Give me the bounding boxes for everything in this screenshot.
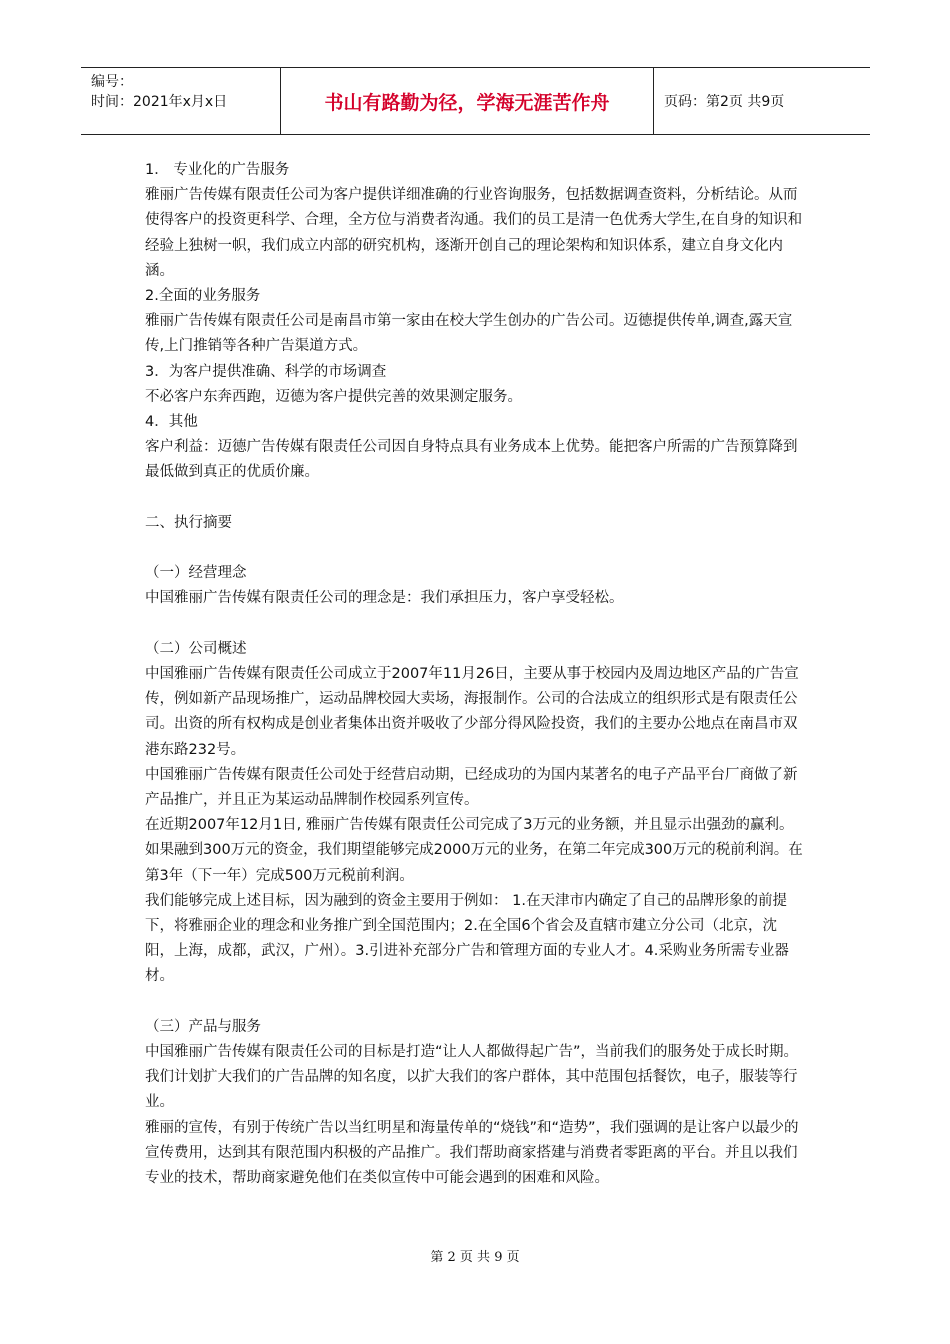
blank-line <box>145 486 805 511</box>
document-body <box>145 158 805 1191</box>
section-heading: 3．为客户提供准确、科学的市场调查 <box>145 363 387 380</box>
paragraph: 中国雅丽广告传媒有限责任公司的理念是：我们承担压力，客户享受轻松。 <box>145 590 624 607</box>
chapter-heading: 二、执行摘要 <box>145 514 232 531</box>
header-meta <box>81 68 281 134</box>
paragraph: 我们能够完成上述目标，因为融到的资金主要用于例如： 1.在天津市内确定了自己的品牌形象的前提下，将雅丽企业的理念和业务推广到全国范围内；2.在全国6个省会及直辖市建立分公司（北京，沈阳，上海，成都，武汉，广州）。3.引进补充部分广告和管理方面的专业人才。4.采购业务所需专业器材。 <box>145 892 789 985</box>
paragraph: 雅丽广告传媒有限责任公司为客户提供详细准确的行业咨询服务，包括数据调查资料，分析结论。从而使得客户的投资更科学、合理，全方位与消费者沟通。我们的员工是清一色优秀大学生,在自身的知识和经验上独树一帜，我们成立内部的研究机构，逐渐开创自己的理论架构和知识体系，建立自身文化内涵。 <box>145 187 803 279</box>
header-page-number: 页码：第2页 共9页 <box>664 94 785 110</box>
blank-line <box>145 990 805 1015</box>
page-header <box>81 67 870 135</box>
paragraph: 雅丽广告传媒有限责任公司是南昌市第一家由在校大学生创办的广告公司。迈德提供传单,调查,露天宣传,上门推销等各种广告渠道方式。 <box>145 313 793 355</box>
paragraph: 中国雅丽广告传媒有限责任公司的目标是打造“让人人都做得起广告”，当前我们的服务处于成长时期。我们计划扩大我们的广告品牌的知名度，以扩大我们的客户群体，其中范围包括餐饮，电子，服装等行业。 <box>145 1044 799 1111</box>
paragraph: 中国雅丽广告传媒有限责任公司处于经营启动期，已经成功的为国内某著名的电子产品平台厂商做了新产品推广，并且正为某运动品牌制作校园系列宣传。 <box>145 766 798 809</box>
page-footer: 第 2 页 共 9 页 <box>430 1250 520 1265</box>
document-time-label: 时间：2021年x月x日 <box>91 94 228 110</box>
document-number-label: 编号： <box>91 74 133 90</box>
paragraph: 在近期2007年12月1日, 雅丽广告传媒有限责任公司完成了3万元的业务额，并且显示出强劲的赢利。如果融到300万元的资金，我们期望能够完成2000万元的业务，在第二年完成300万元的税前利润。在第3年（下一年）完成500万元税前利润。 <box>145 817 803 884</box>
section-heading: 4．其他 <box>145 414 198 431</box>
paragraph: 客户利益：迈德广告传媒有限责任公司因自身特点具有业务成本上优势。能把客户所需的广告预算降到最低做到真正的优质价廉。 <box>145 439 798 481</box>
paragraph: 中国雅丽广告传媒有限责任公司成立于2007年11月26日，主要从事于校园内及周边地区产品的广告宣传，例如新产品现场推广，运动品牌校园大卖场，海报制作。公司的合法成立的组织形式是有限责任公司。出资的所有权构成是创业者集体出资并吸收了少部分得风险投资，我们的主要办公地点在南昌市双港东路232号。 <box>145 666 799 758</box>
section-heading: 1． 专业化的广告服务 <box>145 162 290 178</box>
section-heading: 2.全面的业务服务 <box>145 288 261 305</box>
paragraph: 雅丽的宣传，有别于传统广告以当红明星和海量传单的“烧钱”和“造势”，我们强调的是让客户以最少的宣传费用，达到其有限范围内积极的产品推广。我们帮助商家搭建与消费者零距离的平台。并且以我们专业的技术，帮助商家避免他们在类似宣传中可能会遇到的困难和风险。 <box>145 1119 799 1187</box>
blank-line <box>145 536 805 561</box>
paragraph: 不必客户东奔西跑，迈德为客户提供完善的效果测定服务。 <box>145 388 522 405</box>
subsection-heading: （一）经营理念 <box>145 565 247 582</box>
header-motto: 书山有路勤为径，学海无涯苦作舟 <box>281 68 654 134</box>
subsection-heading: （三）产品与服务 <box>145 1018 261 1035</box>
subsection-heading: （二）公司概述 <box>145 640 247 657</box>
blank-line <box>145 612 805 637</box>
